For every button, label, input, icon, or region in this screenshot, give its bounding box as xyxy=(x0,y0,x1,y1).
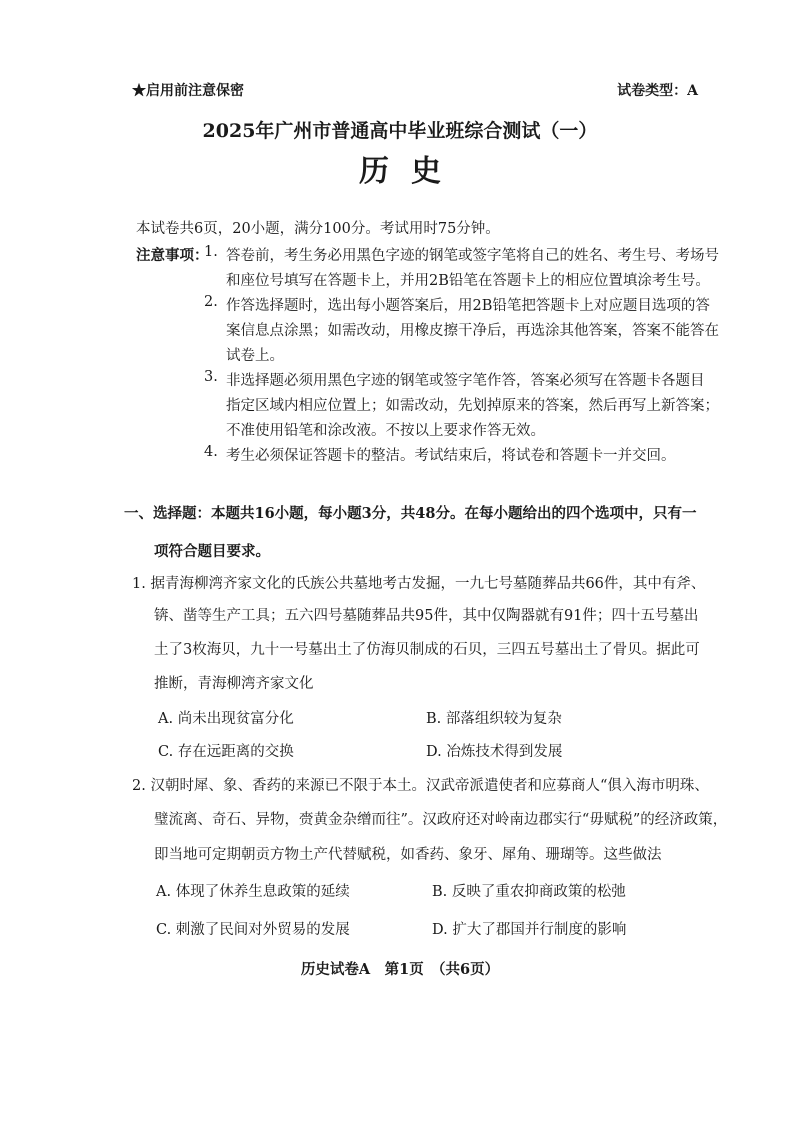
note-line: 作答选择题时，选出每小题答案后，用2B铅笔把答题卡上对应题目选项的答 xyxy=(226,298,710,314)
exam-title: 2025年广州市普通高中毕业班综合测试（一） xyxy=(202,120,598,142)
exam-info: 本试卷共6页，20小题，满分100分。考试用时75分钟。 xyxy=(136,221,500,237)
option-c: C. 刺激了民间对外贸易的发展 xyxy=(156,922,350,938)
option-a: A. 尚未出现贫富分化 xyxy=(158,711,294,727)
question-stem: 土了3枚海贝，九十一号墓出土了仿海贝制成的石贝，三四五号墓出土了骨贝。据此可 xyxy=(154,642,700,658)
note-line: 和座位号填写在答题卡上，并用2B铅笔在答题卡上的相应位置填涂考生号。 xyxy=(226,273,710,289)
note-line: 不准使用铅笔和涂改液。不按以上要求作答无效。 xyxy=(226,423,545,439)
section-heading: 一、选择题：本题共16小题，每小题3分，共48分。在每小题给出的四个选项中，只有一 xyxy=(124,505,697,522)
paper-type: 试卷类型：A xyxy=(617,83,698,99)
note-line: 试卷上。 xyxy=(226,348,284,364)
option-d: D. 扩大了郡国并行制度的影响 xyxy=(432,922,627,938)
note-number: 3. xyxy=(204,369,218,385)
confidential-notice: ★启用前注意保密 xyxy=(132,83,244,99)
note-line: 指定区域内相应位置上；如需改动，先划掉原来的答案，然后再写上新答案； xyxy=(226,398,719,414)
option-b: B. 部落组织较为复杂 xyxy=(426,711,562,727)
question-stem: 璧流离、奇石、异物，赍黄金杂缯而往”。汉政府还对岭南边郡实行“毋赋税”的经济政策， xyxy=(154,812,728,828)
option-a: A. 体现了休养生息政策的延续 xyxy=(156,884,350,900)
question-stem: 锛、凿等生产工具；五六四号墓随葬品共95件，其中仅陶器就有91件；四十五号墓出 xyxy=(154,608,699,624)
question-stem: 即当地可定期朝贡方物土产代替赋税，如香药、象牙、犀角、珊瑚等。这些做法 xyxy=(154,847,662,863)
note-line: 非选择题必须用黑色字迹的钢笔或签字笔作答，答案必须写在答题卡各题目 xyxy=(226,373,705,389)
note-line: 答卷前，考生务必用黑色字迹的钢笔或签字笔将自己的姓名、考生号、考场号 xyxy=(226,248,719,264)
question-stem: 1. 据青海柳湾齐家文化的氏族公共墓地考古发掘，一九七号墓随葬品共66件，其中有斧、 xyxy=(132,576,706,592)
note-line: 案信息点涂黑；如需改动，用橡皮擦干净后，再选涂其他答案，答案不能答在 xyxy=(226,323,719,339)
note-number: 4. xyxy=(204,444,218,460)
option-c: C. 存在远距离的交换 xyxy=(158,744,294,760)
note-line: 考生必须保证答题卡的整洁。考试结束后，将试卷和答题卡一并交回。 xyxy=(226,448,676,464)
page-footer: 历史试卷A 第1页 （共6页） xyxy=(300,961,500,978)
section-heading-cont: 项符合题目要求。 xyxy=(154,543,270,560)
subject-title: 历史 xyxy=(359,154,463,189)
note-number: 2. xyxy=(204,294,218,310)
note-number: 1. xyxy=(204,244,218,260)
question-stem: 推断，青海柳湾齐家文化 xyxy=(154,676,314,692)
option-d: D. 冶炼技术得到发展 xyxy=(426,744,563,760)
question-stem: 2. 汉朝时犀、象、香药的来源已不限于本土。汉武帝派遣使者和应募商人“俱入海市明珠、 xyxy=(132,778,709,794)
option-b: B. 反映了重农抑商政策的松弛 xyxy=(432,884,626,900)
notes-label: 注意事项： xyxy=(136,247,209,264)
